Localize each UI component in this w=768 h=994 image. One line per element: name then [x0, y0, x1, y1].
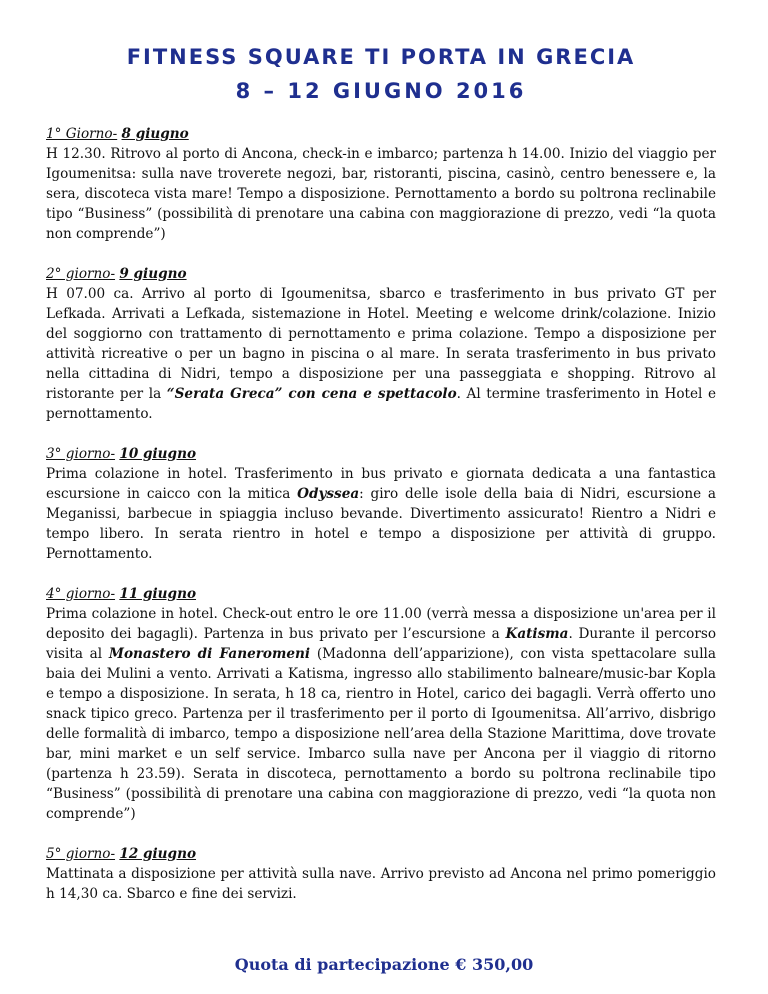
day-heading: 3° giorno- 10 giugno: [46, 446, 197, 462]
title-line-2: 8 – 12 GIUGNO 2016: [235, 79, 527, 103]
day-description: Prima colazione in hotel. Trasferimento in bus privato e giornata dedicata a una fantastica escursione in caicco con la mitica Odyssea: giro delle isole della baia di Nidri, escursione a Meganissi, barbecue in spiaggia incluso bevande. Divertimento assicurato! Rientro a Nidri e tempo libero. In serata rientro in hotel e tempo a disposizione per attività di gruppo. Pernottamento.: [46, 466, 716, 562]
day-heading: 1° Giorno- 8 giugno: [46, 126, 189, 142]
title-line-1: FITNESS SQUARE TI PORTA IN GRECIA: [126, 45, 636, 69]
day-date: 12 giugno: [119, 846, 197, 862]
day-description: H 07.00 ca. Arrivo al porto di Igoumenitsa, sbarco e trasferimento in bus privato GT per Lefkada. Arrivati a Lefkada, sistemazione in Hotel. Meeting e welcome drink/colazione. Inizio del soggiorno con trattamento di pernottamento e prima colazione. Tempo a disposizione per attività ricreative o per un bagno in piscina o al mare. In serata trasferimento in bus privato nella cittadina di Nidri, tempo a disposizione per una passeggiata e shopping. Ritrovo al ristorante per la “Serata Greca” con cena e spettacolo. Al termine trasferimento in Hotel e pernottamento.: [46, 286, 717, 422]
day-date: 11 giugno: [119, 586, 197, 602]
highlight-text: “Serata Greca” con cena e spettacolo: [166, 386, 457, 402]
day-heading: 5° giorno- 12 giugno: [46, 846, 197, 862]
day-description: H 12.30. Ritrovo al porto di Ancona, check-in e imbarco; partenza h 14.00. Inizio del viaggio per Igoumenitsa: sulla nave troverete negozi, bar, ristoranti, piscina, casinò, centro benessere e, la sera, discoteca vista mare! Tempo a disposizione. Pernottamento a bordo su poltrona reclinabile tipo “Business” (possibilità di prenotare una cabina con maggiorazione di prezzo, vedi “la quota non comprende”): [46, 146, 716, 242]
day-3: [46, 444, 716, 564]
price-line: Quota di partecipazione € 350,00: [234, 955, 534, 974]
day-description: Prima colazione in hotel. Check-out entro le ore 11.00 (verrà messa a disposizione un'area per il deposito dei bagagli). Partenza in bus privato per l’escursione a Katisma. Durante il percorso visita al Monastero di Faneromeni (Madonna dell’apparizione), con vista spettacolare sulla baia dei Mulini a vento. Arrivati a Katisma, ingresso allo stabilimento balneare/music-bar Kopla e tempo a disposizione. In serata, h 18 ca, rientro in Hotel, carico dei bagagli. Verrà offerto uno snack tipico greco. Partenza per il trasferimento per il porto di Igoumenitsa. All’arrivo, disbrigo delle formalità di imbarco, tempo a disposizione nell’area della Stazione Marittima, dove trovate bar, mini market e un self service. Imbarco sulla nave per Ancona per il viaggio di ritorno (partenza h 23.59). Serata in discoteca, pernottamento a bordo su poltrona reclinabile tipo “Business” (possibilità di prenotare una cabina con maggiorazione di prezzo, vedi “la quota non comprende”): [46, 606, 717, 822]
day-5: [46, 844, 716, 904]
day-date: 8 giugno: [121, 126, 189, 142]
day-2: [46, 264, 716, 424]
document-title: [46, 40, 716, 108]
highlight-text: Odyssea: [297, 486, 360, 502]
day-4: [46, 584, 716, 824]
day-1: [46, 124, 716, 244]
day-heading: 2° giorno- 9 giugno: [46, 266, 187, 282]
day-date: 9 giugno: [119, 266, 187, 282]
itinerary: [46, 124, 716, 904]
day-heading: 4° giorno- 11 giugno: [46, 586, 197, 602]
highlight-text: Monastero di Faneromeni: [108, 646, 311, 662]
day-description: Mattinata a disposizione per attività sulla nave. Arrivo previsto ad Ancona nel primo pomeriggio h 14,30 ca. Sbarco e fine dei servizi.: [46, 866, 716, 902]
day-date: 10 giugno: [119, 446, 197, 462]
highlight-text: Katisma: [505, 626, 569, 642]
